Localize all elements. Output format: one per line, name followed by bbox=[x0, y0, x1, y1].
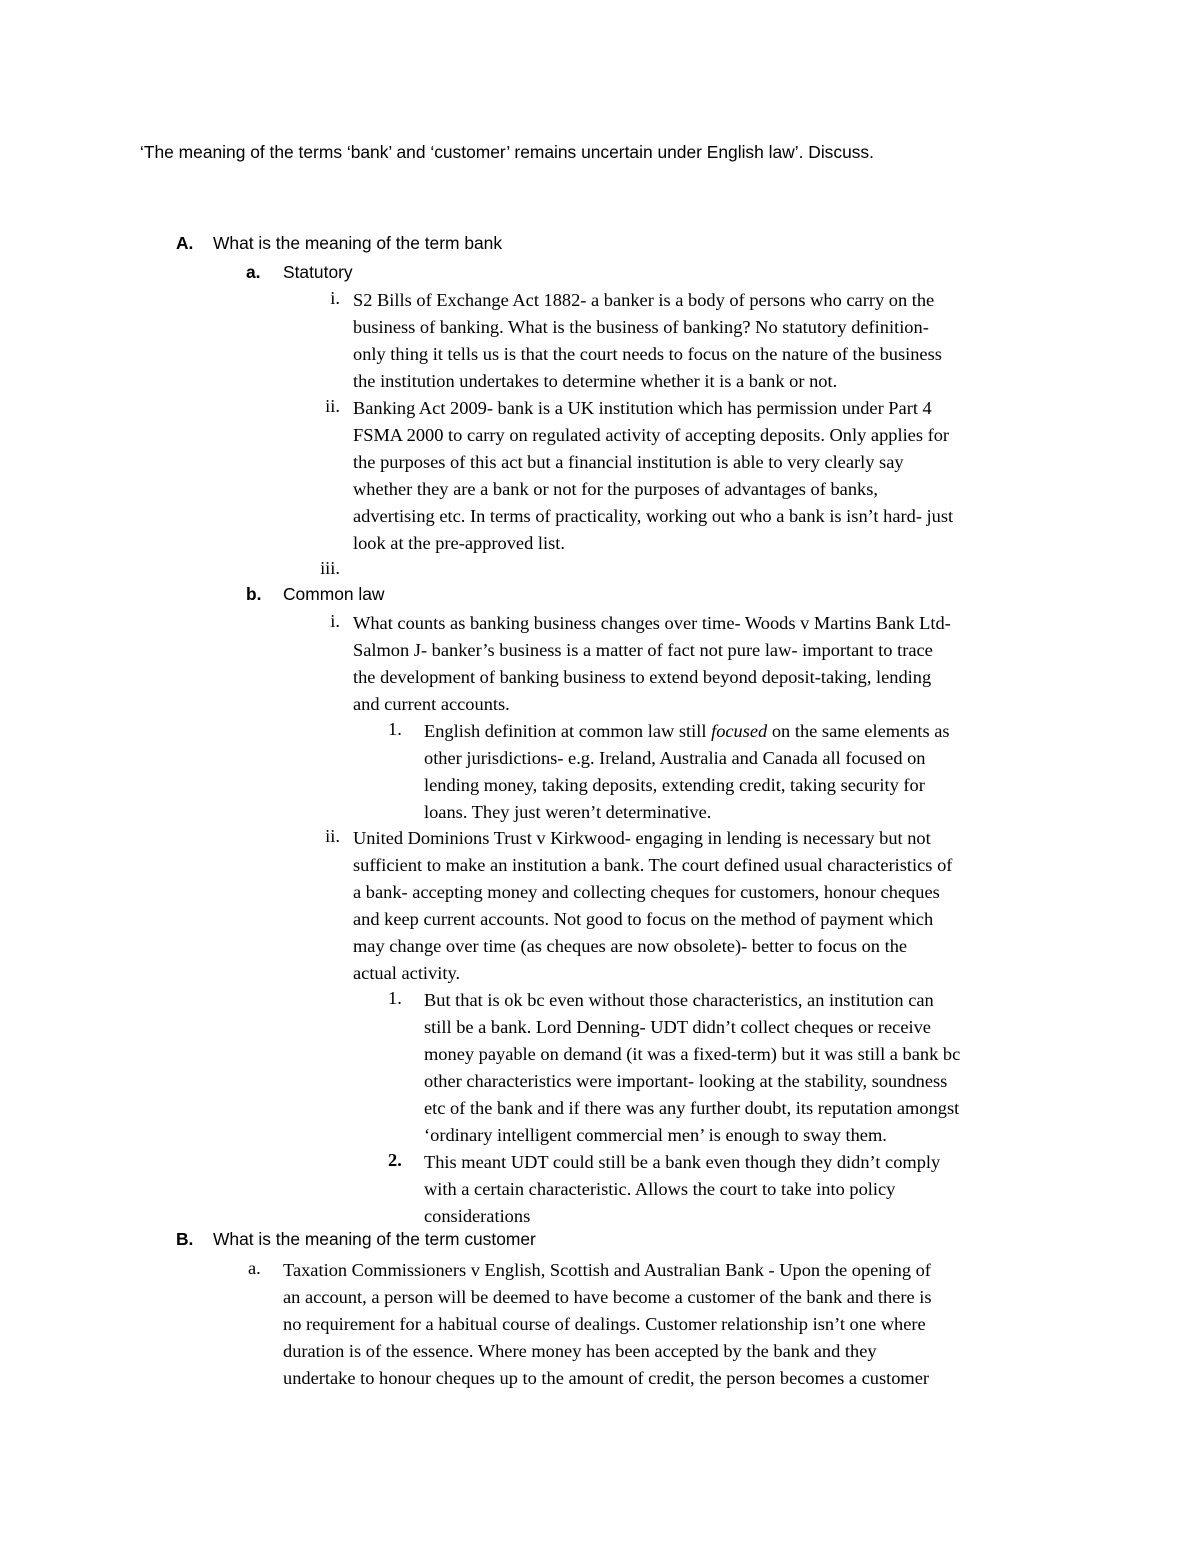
essay-question: ‘The meaning of the terms ‘bank’ and ‘customer’ remains uncertain under English law’. Discuss. bbox=[140, 142, 874, 162]
text-line: and keep current accounts. Not good to focus on the method of payment which bbox=[353, 909, 934, 929]
text-line: only thing it tells us is that the court needs to focus on the nature of the business bbox=[353, 344, 942, 364]
common-law-ii-1-label: 1. bbox=[388, 988, 402, 1008]
text-line: money payable on demand (it was a fixed-term) but it was still a bank bc bbox=[424, 1044, 961, 1064]
section-b-heading: What is the meaning of the term customer bbox=[213, 1229, 536, 1249]
statutory-ii-label: ii. bbox=[325, 396, 340, 416]
text-line: may change over time (as cheques are now obsolete)- better to focus on the bbox=[353, 936, 908, 956]
common-law-heading: Common law bbox=[283, 584, 385, 604]
text-line: business of banking. What is the business of banking? No statutory definition- bbox=[353, 317, 929, 337]
text-line: look at the pre-approved list. bbox=[353, 533, 565, 553]
text-line: Banking Act 2009- bank is a UK institution which has permission under Part 4 bbox=[353, 398, 932, 418]
text-line: and current accounts. bbox=[353, 694, 510, 714]
common-law-ii-text bbox=[353, 825, 952, 987]
statutory-iii-label: iii. bbox=[320, 558, 340, 578]
statutory-ii-text bbox=[353, 395, 953, 557]
text-line: no requirement for a habitual course of dealings. Customer relationship isn’t one where bbox=[283, 1314, 926, 1334]
text-line: loans. They just weren’t determinative. bbox=[424, 802, 712, 822]
text-line: advertising etc. In terms of practicality, working out who a bank is isn’t hard- just bbox=[353, 506, 954, 526]
text-line: S2 Bills of Exchange Act 1882- a banker is a body of persons who carry on the bbox=[353, 290, 935, 310]
common-law-i-text bbox=[353, 610, 951, 718]
statutory-i-label: i. bbox=[330, 288, 340, 308]
text-line: Taxation Commissioners v English, Scottish and Australian Bank - Upon the opening of bbox=[283, 1260, 931, 1280]
text-line: sufficient to make an institution a bank. The court defined usual characteristics of bbox=[353, 855, 953, 875]
common-law-ii-2-label: 2. bbox=[388, 1150, 402, 1170]
text-line: whether they are a bank or not for the purposes of advantages of banks, bbox=[353, 479, 878, 499]
text-line: an account, a person will be deemed to have become a customer of the bank and there is bbox=[283, 1287, 932, 1307]
text-line: lending money, taking deposits, extending credit, taking security for bbox=[424, 775, 925, 795]
customer-a-text bbox=[283, 1257, 932, 1392]
text-line: undertake to honour cheques up to the amount of credit, the person becomes a customer bbox=[283, 1368, 930, 1388]
text-line: the purposes of this act but a financial institution is able to very clearly say bbox=[353, 452, 904, 472]
text-line: What counts as banking business changes over time- Woods v Martins Bank Ltd- bbox=[353, 613, 951, 633]
text-line: But that is ok bc even without those characteristics, an institution can bbox=[424, 990, 934, 1010]
text-line: considerations bbox=[424, 1206, 531, 1226]
statutory-i-text bbox=[353, 287, 942, 395]
common-law-i-1-label: 1. bbox=[388, 719, 402, 739]
common-law-i-label: i. bbox=[330, 611, 340, 631]
common-law-ii-1-text bbox=[424, 987, 960, 1149]
text-line: with a certain characteristic. Allows the court to take into policy bbox=[424, 1179, 896, 1199]
text-line: Salmon J- banker’s business is a matter of fact not pure law- important to trace bbox=[353, 640, 933, 660]
text-line: etc of the bank and if there was any further doubt, its reputation amongst bbox=[424, 1098, 960, 1118]
text-line: still be a bank. Lord Denning- UDT didn’t collect cheques or receive bbox=[424, 1017, 931, 1037]
text-line: the development of banking business to extend beyond deposit-taking, lending bbox=[353, 667, 932, 687]
section-b-label: B. bbox=[176, 1229, 194, 1249]
text-line: FSMA 2000 to carry on regulated activity of accepting deposits. Only applies for bbox=[353, 425, 950, 445]
text-line: a bank- accepting money and collecting cheques for customers, honour cheques bbox=[353, 882, 940, 902]
text-run: English definition at common law still bbox=[424, 721, 712, 741]
text-line: actual activity. bbox=[353, 963, 461, 983]
common-law-ii-label: ii. bbox=[325, 826, 340, 846]
statutory-label: a. bbox=[246, 262, 261, 282]
section-a-label: A. bbox=[176, 233, 194, 253]
text-line: ‘ordinary intelligent commercial men’ is enough to sway them. bbox=[424, 1125, 887, 1145]
text-line: United Dominions Trust v Kirkwood- engaging in lending is necessary but not bbox=[353, 828, 931, 848]
section-a-heading: What is the meaning of the term bank bbox=[213, 233, 503, 253]
text-line: duration is of the essence. Where money has been accepted by the bank and they bbox=[283, 1341, 877, 1361]
text-line: other jurisdictions- e.g. Ireland, Australia and Canada all focused on bbox=[424, 748, 926, 768]
text-line: the institution undertakes to determine whether it is a bank or not. bbox=[353, 371, 838, 391]
common-law-i-1-text bbox=[424, 718, 950, 826]
text-run: on the same elements as bbox=[767, 721, 950, 741]
customer-a-label: a. bbox=[248, 1258, 261, 1278]
text-line: other characteristics were important- looking at the stability, soundness bbox=[424, 1071, 948, 1091]
emphasis: focused bbox=[711, 721, 768, 741]
common-law-label: b. bbox=[246, 584, 262, 604]
text-line: This meant UDT could still be a bank even though they didn’t comply bbox=[424, 1152, 941, 1172]
text-line bbox=[424, 718, 950, 745]
statutory-heading: Statutory bbox=[283, 262, 353, 282]
common-law-ii-2-text bbox=[424, 1149, 940, 1230]
